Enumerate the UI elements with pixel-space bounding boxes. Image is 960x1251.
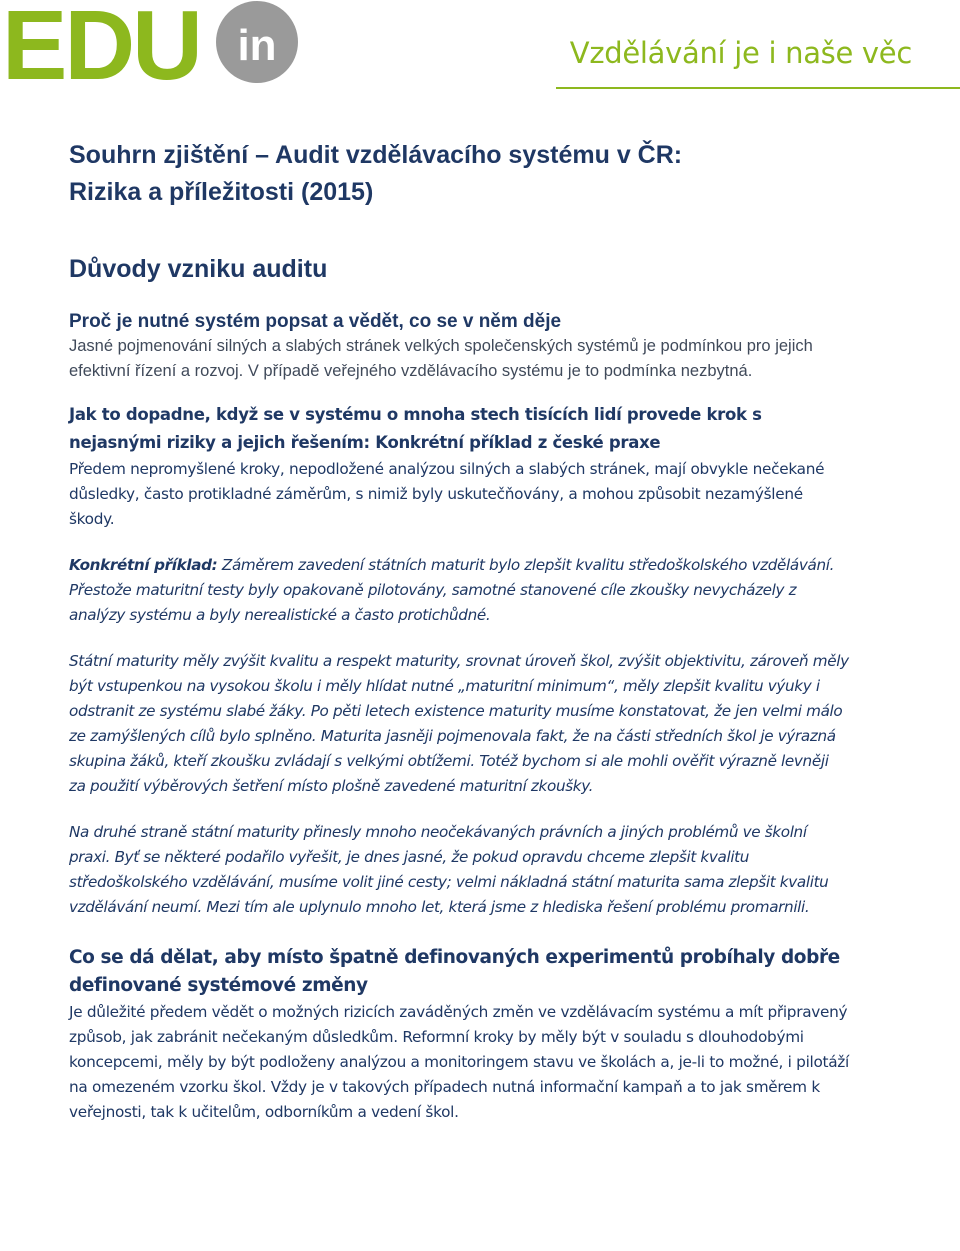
subheading-czech-example: Jak to dopadne, když se v systému o mnoha stech tisících lidí provede krok s nejasnými riziky a jejich řešením: Konkrétní příklad z české praxe [69, 405, 762, 452]
page-header [0, 0, 960, 100]
paragraph-why-describe: Jasné pojmenování silných a slabých stránek velkých společenských systémů je podmínkou pro jejich efektivní řízení a rozvoj. V případě veřejného vzdělávacího systému je to podmínka nezbytná. [69, 337, 813, 380]
logo-sub-text: in [237, 21, 277, 70]
logo-wordmark: EDU [2, 0, 200, 100]
section-heading-reasons: Důvody vzniku auditu [69, 255, 328, 283]
document-body [69, 137, 849, 1125]
paragraph-state-maturity-goals: Státní maturity měly zvýšit kvalitu a respekt maturity, srovnat úroveň škol, zvýšit objektivitu, zároveň měly být vstupenkou na vysokou školu i měly hlídat nutné „maturitní minimum“, měly zlepšit kvalitu výuky i odstranit ze systému slabé žáky. Po pěti letech existence maturity musíme konstatovat, že jen velmi málo ze zamýšlených cílů bylo splněno. Maturita jasněji pojmenovala fakt, že na části středních škol je výrazná skupina žáků, kteří zkoušku zvládají s velkými obtížemi. Totéž bychom si ale mohli ověřit výrazně levněji za použití výběrových šetření místo plošně zavedené maturitní zkoušky. [69, 652, 849, 795]
subheading-what-to-do: Co se dá dělat, aby místo špatně definovaných experimentů probíhaly dobře definované systémové změny [69, 947, 840, 996]
header-divider [556, 87, 960, 89]
title-line-2: Rizika a příležitosti (2015) [69, 178, 374, 206]
paragraph-example [69, 553, 849, 628]
subheading-why-describe: Proč je nutné systém popsat a vědět, co se v něm děje [69, 311, 562, 332]
example-text: Záměrem zavedení státních maturit bylo zlepšit kvalitu středoškolského vzdělávání. Přestože maturitní testy byly opakovaně pilotovány, samotné stanovené cíle zkoušky nevycházely z analýzy systému a byly nerealistické a často protichůdné. [69, 556, 835, 624]
title-line-1: Souhrn zjištění – Audit vzdělávacího systému v ČR: [69, 141, 683, 169]
paragraph-what-to-do: Je důležité předem vědět o možných rizicích zaváděných změn ve vzdělávacím systému a mít připravený způsob, jak zabránit nečekaným důsledkům. Reformní kroky by měly být v souladu s dlouhodobými koncepcemi, měly by být podloženy analýzou a monitoringem stavu ve školách a, je-li to možné, i pilotáží na omezeném vzorku škol. Vždy je v takových případech nutná informační kampaň a to jak směrem k veřejnosti, tak k učitelům, odborníkům a vedení škol. [69, 1003, 849, 1121]
paragraph-state-maturity-problems: Na druhé straně státní maturity přinesly mnoho neočekávaných právních a jiných problémů ve školní praxi. Byť se některé podařilo vyřešit, je dnes jasné, že pokud opravdu chceme zlepšit kvalitu středoškolského vzdělávání, musíme volit jiné cesty; velmi nákladná státní maturita sama zlepšit kvalitu vzdělávání neumí. Mezi tím ale uplynulo mnoho let, která jsme z hlediska řešení problému promarnili. [69, 823, 829, 916]
document-title [69, 137, 849, 211]
example-label: Konkrétní příklad: [69, 556, 218, 574]
logo-in-badge [215, 0, 299, 84]
paragraph-unplanned-steps: Předem nepromyšlené kroky, nepodložené analýzou silných a slabých stránek, mají obvykle nečekané důsledky, často protikladné záměrům, s nimiž byly uskutečňovány, a mohou způsobit nezamýšlené škody. [69, 460, 825, 528]
header-tagline: Vzdělávání je i naše věc [569, 36, 912, 70]
